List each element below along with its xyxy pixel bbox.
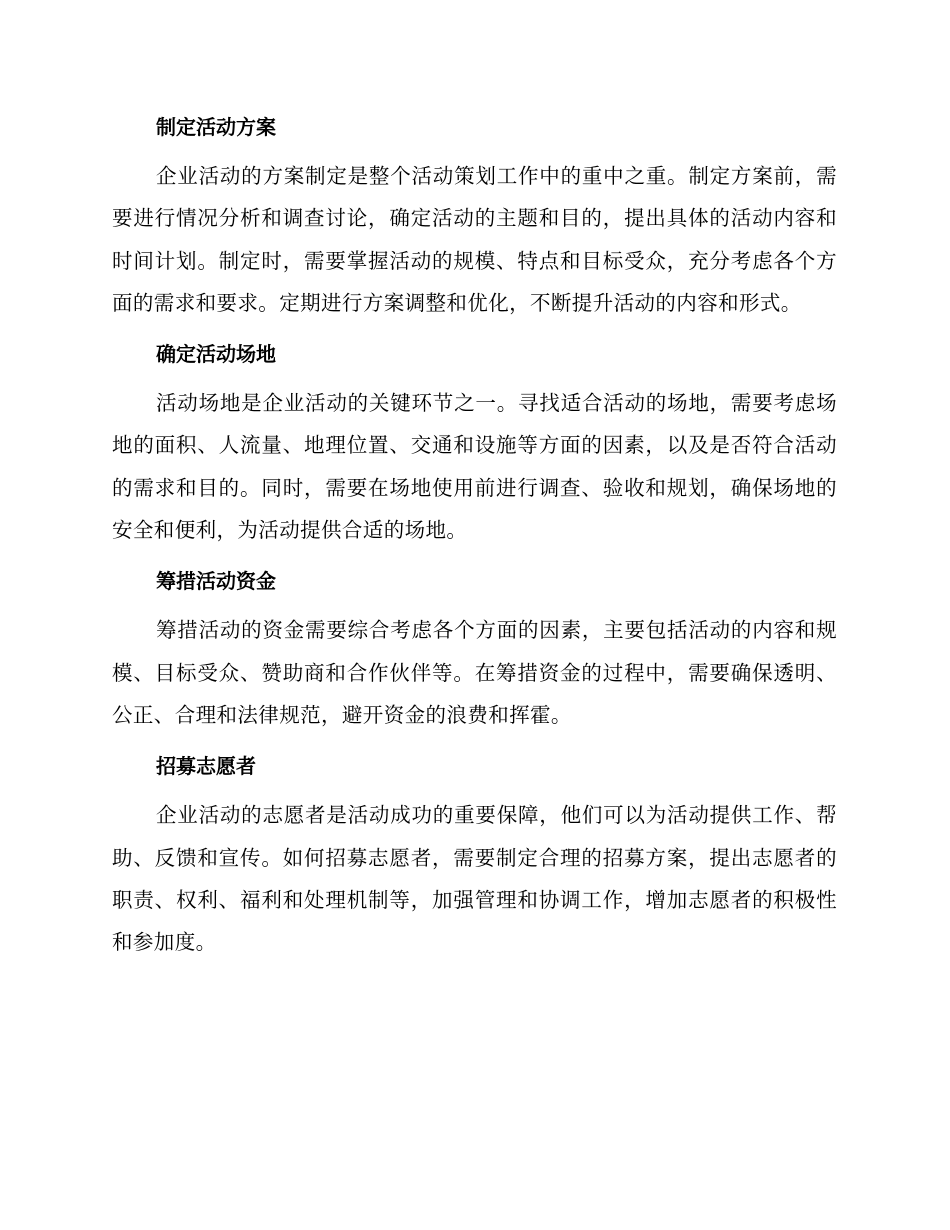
section-heading: 制定活动方案 [156,115,276,139]
section-paragraph: 活动场地是企业活动的关键环节之一。寻找适合活动的场地，需要考虑场地的面积、人流量、地理位置、交通和设施等方面的因素，以及是否符合活动的需求和目的。同时，需要在场地使用前进行调查、验收和规划，确保场地的安全和便利，为活动提供合适的场地。 [112,391,837,543]
section-heading: 确定活动场地 [156,342,276,367]
section-plan [112,107,837,324]
section-funding [112,561,837,736]
section-heading: 招募志愿者 [156,754,256,779]
section-paragraph: 企业活动的志愿者是活动成功的重要保障，他们可以为活动提供工作、帮助、反馈和宣传。如何招募志愿者，需要制定合理的招募方案，提出志愿者的职责、权利、福利和处理机制等，加强管理和协调工作，增加志愿者的积极性和参加度。 [112,803,837,955]
section-venue [112,334,837,551]
document-body [112,107,837,973]
section-paragraph: 筹措活动的资金需要综合考虑各个方面的因素，主要包括活动的内容和规模、目标受众、赞助商和合作伙伴等。在筹措资金的过程中，需要确保透明、公正、合理和法律规范，避开资金的浪费和挥霍。 [112,618,837,727]
section-paragraph: 企业活动的方案制定是整个活动策划工作中的重中之重。制定方案前，需要进行情况分析和调查讨论，确定活动的主题和目的，提出具体的活动内容和时间计划。制定时，需要掌握活动的规模、特点和目标受众，充分考虑各个方面的需求和要求。定期进行方案调整和优化，不断提升活动的内容和形式。 [112,164,837,315]
section-heading: 筹措活动资金 [156,569,276,594]
section-volunteers [112,746,837,963]
